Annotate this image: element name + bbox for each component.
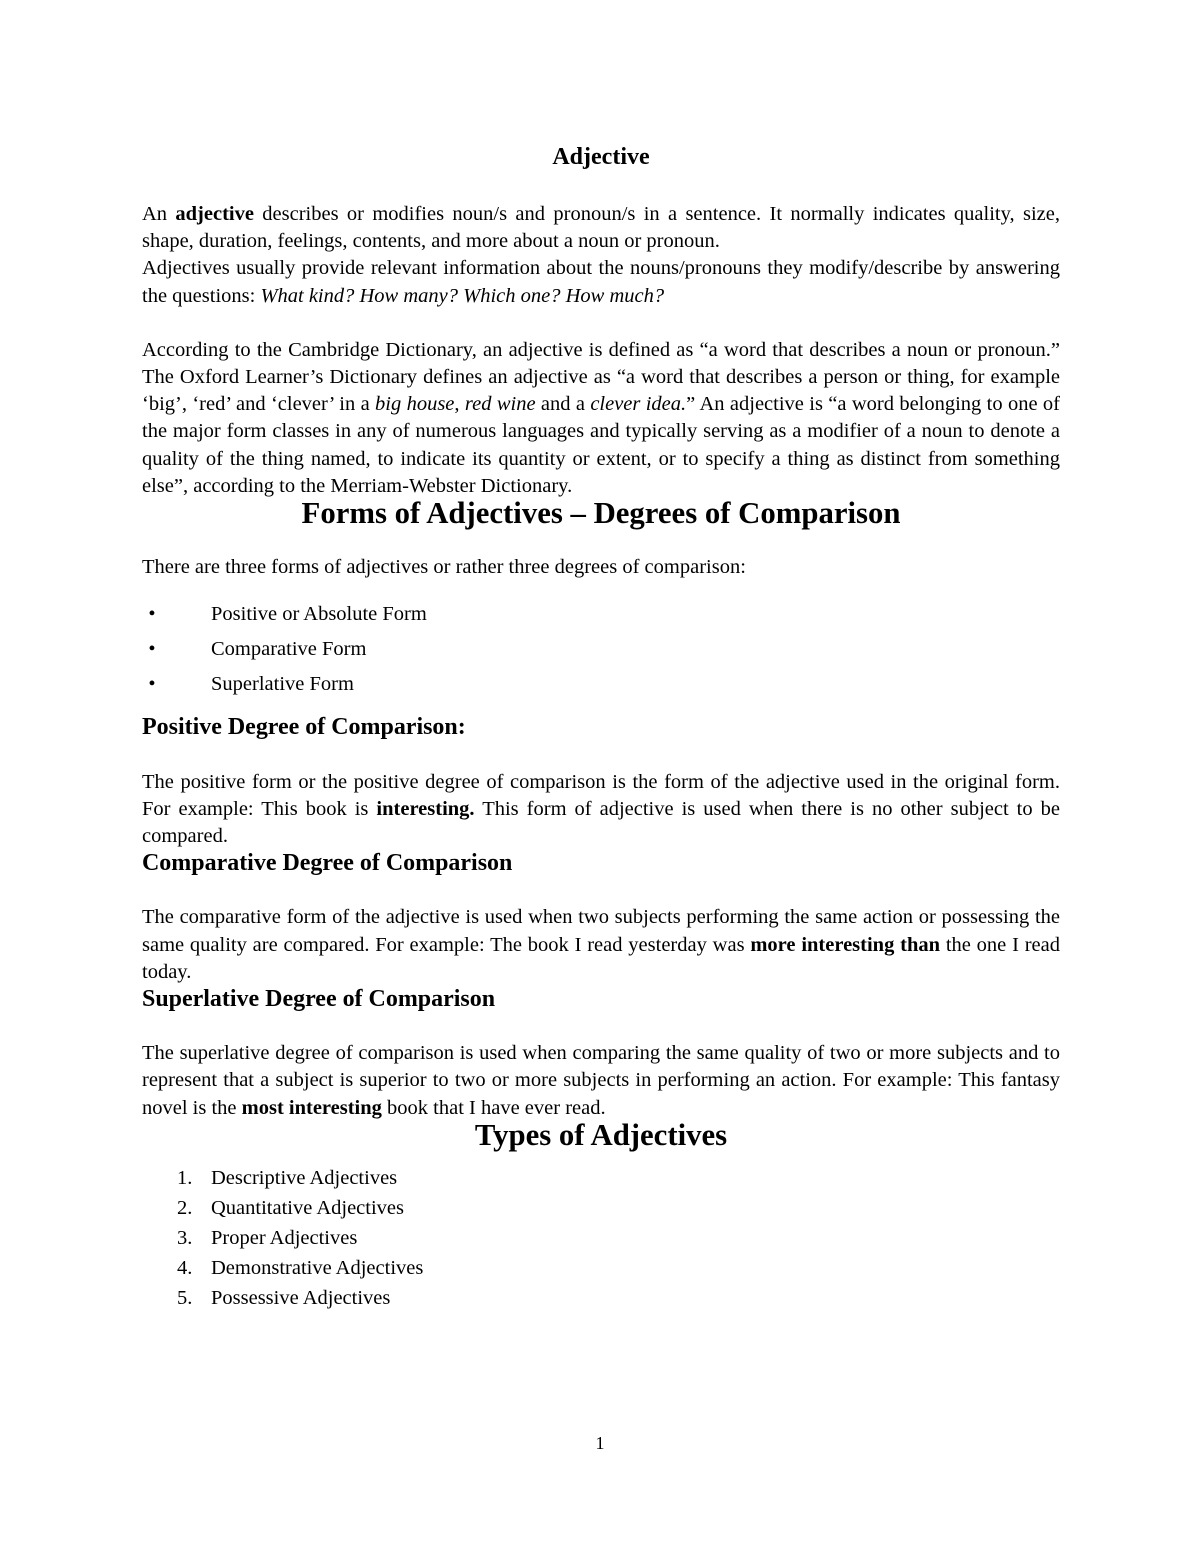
definitions-text-1: According to the Cambridge Dictionary, an adjective is defined as “a word that describes a noun or pronoun.” The Oxford Learner’s Dictionary defines an adjective as “a word that describes a person or thing, for example ‘big’, ‘red’ and ‘clever’ in a — [142, 338, 1060, 416]
list-item — [142, 667, 1060, 702]
forms-intro: There are three forms of adjectives or rather three degrees of comparison: — [142, 556, 746, 579]
list-item-label: Demonstrative Adjectives — [211, 1257, 424, 1280]
list-item-label: Quantitative Adjectives — [211, 1197, 404, 1220]
list-item-number: 1. — [177, 1167, 193, 1190]
list-item-number: 3. — [177, 1227, 193, 1250]
positive-heading: Positive Degree of Comparison: — [142, 714, 466, 741]
definitions-paragraph — [142, 337, 1060, 500]
definitions-text-3: and a — [535, 393, 591, 416]
intro-text-2a: Adjectives usually provide relevant information about the nouns/pronouns they modify/describe by answering the questions: — [142, 257, 1060, 307]
comparative-paragraph — [142, 904, 1060, 986]
list-item — [142, 632, 1060, 667]
superlative-text-2: book that I have ever read. — [381, 1096, 606, 1119]
list-item-label: Comparative Form — [211, 638, 367, 661]
list-item — [142, 1223, 1060, 1253]
intro-text-1a: An — [142, 203, 176, 225]
bullet-icon: • — [148, 673, 156, 696]
list-item-label: Possessive Adjectives — [211, 1287, 391, 1310]
list-item-number: 4. — [177, 1257, 193, 1280]
bullet-icon: • — [148, 638, 156, 661]
list-item — [142, 1283, 1060, 1313]
positive-paragraph — [142, 769, 1060, 851]
list-item-label: Proper Adjectives — [211, 1227, 358, 1250]
document-page — [142, 140, 1060, 1313]
comparative-bold: more interesting than — [750, 933, 941, 956]
list-item-number: 2. — [177, 1197, 193, 1220]
positive-text-2: This form of adjective is used when there is no other subject to be compared. — [142, 797, 1060, 848]
intro-bold-adjective: adjective — [175, 203, 254, 225]
superlative-bold: most interesting — [241, 1096, 382, 1119]
example-clever-idea: clever idea. — [590, 393, 687, 416]
list-item-number: 5. — [177, 1287, 193, 1310]
list-item — [142, 1163, 1060, 1193]
list-item — [142, 597, 1060, 632]
page-number: 1 — [595, 1433, 605, 1453]
intro-questions: What kind? How many? Which one? How much? — [260, 284, 665, 307]
positive-text-1: The positive form or the positive degree of comparison is the form of the adjective used in the original form. For example: This book is — [142, 770, 1060, 820]
superlative-text-1: The superlative degree of comparison is used when comparing the same quality of two or more subjects and to represent that a subject is superior to two or more subjects in performing an action. For example: This fantasy novel is the — [142, 1042, 1060, 1119]
intro-paragraph-2 — [142, 255, 1060, 309]
positive-bold: interesting. — [376, 797, 475, 820]
comparative-text-2: the one I read today. — [142, 933, 1060, 983]
list-item — [142, 1253, 1060, 1283]
types-list — [142, 1163, 1060, 1313]
example-big-house: big house — [375, 393, 455, 416]
definitions-text-4: ” An adjective is “a word belonging to one of the major form classes in any of numerous languages and typically serving as a modifier of a noun to denote a quality of the thing named, to indicate its quantity or extent, or to specify a thing as distinct from something else”, according to the Merriam-Webster Dictionary. — [142, 393, 1060, 497]
intro-text-1b: describes or modifies noun/s and pronoun/s in a sentence. It normally indicates quality, size, shape, duration, feelings, contents, and more about a noun or pronoun. — [142, 203, 1060, 253]
bullet-icon: • — [148, 603, 156, 626]
comparative-heading: Comparative Degree of Comparison — [142, 850, 513, 877]
definitions-text-2: , — [454, 393, 465, 416]
intro-paragraph-1 — [142, 201, 1060, 255]
list-item-label: Superlative Form — [211, 673, 354, 696]
types-heading: Types of Adjectives — [474, 1117, 728, 1152]
forms-list — [142, 597, 1060, 702]
example-red-wine: red wine — [464, 393, 536, 416]
list-item-label: Positive or Absolute Form — [211, 603, 427, 626]
superlative-paragraph — [142, 1040, 1060, 1122]
list-item-label: Descriptive Adjectives — [211, 1167, 398, 1190]
list-item — [142, 1193, 1060, 1223]
page-title: Adjective — [552, 144, 650, 170]
forms-heading: Forms of Adjectives – Degrees of Comparison — [301, 496, 901, 531]
superlative-heading: Superlative Degree of Comparison — [142, 986, 496, 1013]
comparative-text-1: The comparative form of the adjective is used when two subjects performing the same action or possessing the same quality are compared. For example: The book I read yesterday was — [142, 906, 1060, 956]
